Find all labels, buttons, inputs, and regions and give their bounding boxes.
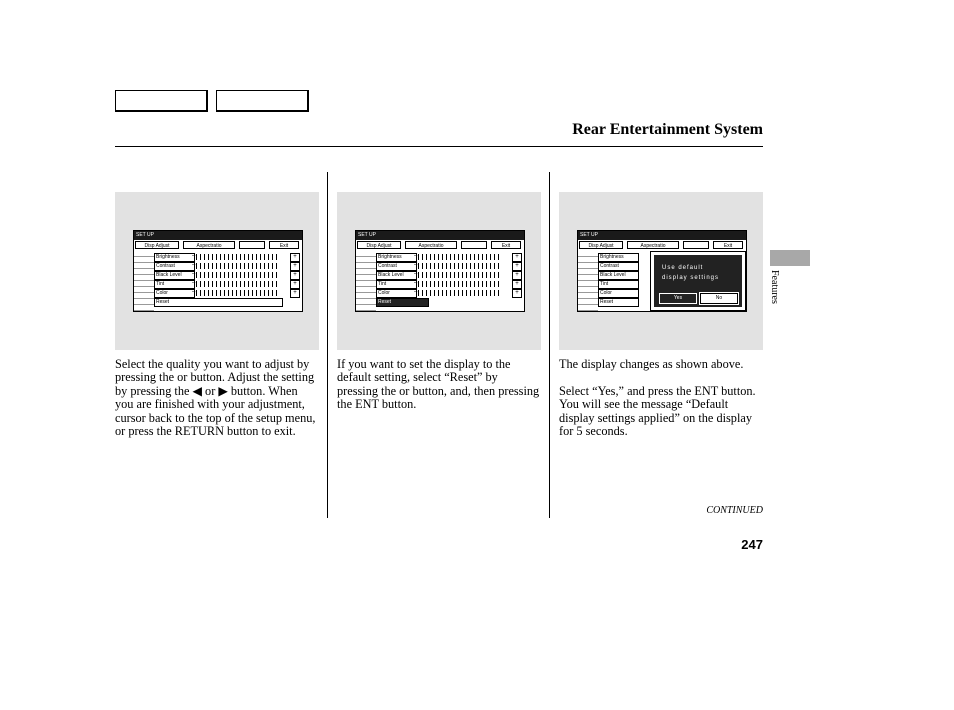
adjust-row — [376, 289, 522, 297]
adjust-row — [376, 271, 522, 279]
scale-bar — [418, 263, 502, 269]
tab-disp-adjust: Disp Adjust — [579, 241, 623, 249]
plus-icon: + — [290, 280, 300, 289]
column-2-text — [337, 358, 541, 425]
row-label: Black Level — [376, 271, 417, 280]
dialog-message — [662, 263, 719, 283]
row-label: Brightness — [598, 253, 639, 262]
nav-box-2[interactable] — [216, 90, 309, 112]
scale-bar — [196, 281, 280, 287]
row-label: Color — [154, 289, 195, 298]
tab-small — [239, 241, 265, 249]
adjust-row — [154, 271, 300, 279]
row-label: Contrast — [154, 262, 195, 271]
adjust-rows — [376, 253, 522, 307]
setup-tabs — [579, 241, 745, 250]
setup-bar: SET UP — [578, 231, 746, 240]
row-label: Contrast — [598, 262, 639, 271]
tab-small — [683, 241, 709, 249]
minus-icon: – — [414, 289, 418, 295]
row-label: Brightness — [154, 253, 195, 262]
tab-disp-adjust: Disp Adjust — [135, 241, 179, 249]
reset-row-selected: Reset — [376, 298, 429, 307]
tab-aspectratio: Aspectratio — [183, 241, 235, 249]
setup-screen — [577, 230, 747, 312]
scale-bar — [418, 281, 502, 287]
adjust-row — [376, 253, 522, 261]
minus-icon: – — [192, 289, 196, 295]
section-label — [766, 270, 782, 320]
scale-bar — [196, 263, 280, 269]
paragraph: Select “Yes,” and press the ENT button. You will see the message “Default display settings applied” on the display for 5 seconds. — [559, 383, 756, 439]
plus-icon: + — [290, 289, 300, 298]
scale-bar — [418, 272, 502, 278]
perspective-lines — [578, 251, 598, 311]
scale-bar — [196, 272, 280, 278]
adjust-row — [154, 289, 300, 297]
screen-figure-2 — [337, 192, 541, 350]
plus-icon: + — [290, 262, 300, 271]
adjust-row — [376, 298, 522, 306]
row-label: Contrast — [376, 262, 417, 271]
plus-icon: + — [512, 271, 522, 280]
continued-label: CONTINUED — [706, 505, 763, 516]
row-label: Tint — [598, 280, 639, 289]
setup-bar: SET UP — [134, 231, 302, 240]
minus-icon: – — [192, 280, 196, 286]
perspective-lines — [134, 251, 154, 311]
tab-aspectratio: Aspectratio — [627, 241, 679, 249]
row-label: Black Level — [154, 271, 195, 280]
dialog-no-button: No — [700, 293, 738, 304]
plus-icon: + — [512, 253, 522, 262]
setup-screen — [133, 230, 303, 312]
adjust-row — [376, 280, 522, 288]
dialog-yes-button: Yes — [659, 293, 697, 304]
plus-icon: + — [512, 262, 522, 271]
column-1-text — [115, 358, 319, 452]
nav-box-1[interactable] — [115, 90, 208, 112]
column-divider-2 — [549, 172, 550, 518]
tab-aspectratio: Aspectratio — [405, 241, 457, 249]
reset-row: Reset — [154, 298, 283, 307]
screen-figure-3 — [559, 192, 763, 350]
adjust-row — [376, 262, 522, 270]
dialog-line-2: display settings — [662, 275, 720, 281]
paragraph: If you want to set the display to the default setting, select “Reset” by pressing the or button, and, then pressing the ENT button. — [337, 357, 540, 412]
perspective-lines — [356, 251, 376, 311]
paragraph: Select the quality you want to adjust by pressing the or button. Adjust the setting by pressing the ◀ or ▶ button. When you are finished with your adjustment, cursor back to the top of the setup menu, or press the RETURN button to exit. — [115, 357, 316, 439]
adjust-row — [154, 262, 300, 270]
row-label: Tint — [376, 280, 417, 289]
header-rule — [115, 146, 763, 147]
adjust-rows — [154, 253, 300, 307]
page-title: Rear Entertainment System — [572, 121, 763, 138]
page-number: 247 — [741, 537, 763, 552]
plus-icon: + — [290, 253, 300, 262]
dialog-body — [654, 255, 742, 307]
column-divider-1 — [327, 172, 328, 518]
paragraph: The display changes as shown above. — [559, 357, 744, 371]
section-label-text: Features — [769, 270, 780, 304]
row-label: Brightness — [376, 253, 417, 262]
tab-exit: Exit — [269, 241, 299, 249]
setup-screen — [355, 230, 525, 312]
minus-icon: – — [414, 271, 418, 277]
tab-disp-adjust: Disp Adjust — [357, 241, 401, 249]
adjust-row — [154, 298, 300, 306]
adjust-row — [154, 253, 300, 261]
minus-icon: – — [192, 262, 196, 268]
adjust-row — [154, 280, 300, 288]
default-settings-dialog — [650, 251, 746, 311]
dialog-line-1: Use default — [662, 265, 704, 271]
scale-bar — [196, 254, 280, 260]
minus-icon: – — [414, 280, 418, 286]
row-label: Tint — [154, 280, 195, 289]
reset-row: Reset — [598, 298, 639, 307]
plus-icon: + — [290, 271, 300, 280]
screen-figure-1 — [115, 192, 319, 350]
tab-exit: Exit — [491, 241, 521, 249]
scale-bar — [196, 290, 280, 296]
row-label: Color — [376, 289, 417, 298]
plus-icon: + — [512, 289, 522, 298]
tab-exit: Exit — [713, 241, 743, 249]
setup-bar: SET UP — [356, 231, 524, 240]
scale-bar — [418, 254, 502, 260]
plus-icon: + — [512, 280, 522, 289]
scale-bar — [418, 290, 502, 296]
setup-tabs — [357, 241, 523, 250]
row-label: Black Level — [598, 271, 639, 280]
minus-icon: – — [192, 253, 196, 259]
row-label: Color — [598, 289, 639, 298]
setup-tabs — [135, 241, 301, 250]
minus-icon: – — [414, 253, 418, 259]
column-3-text — [559, 358, 763, 452]
minus-icon: – — [192, 271, 196, 277]
tab-small — [461, 241, 487, 249]
minus-icon: – — [414, 262, 418, 268]
section-tab — [770, 250, 810, 266]
